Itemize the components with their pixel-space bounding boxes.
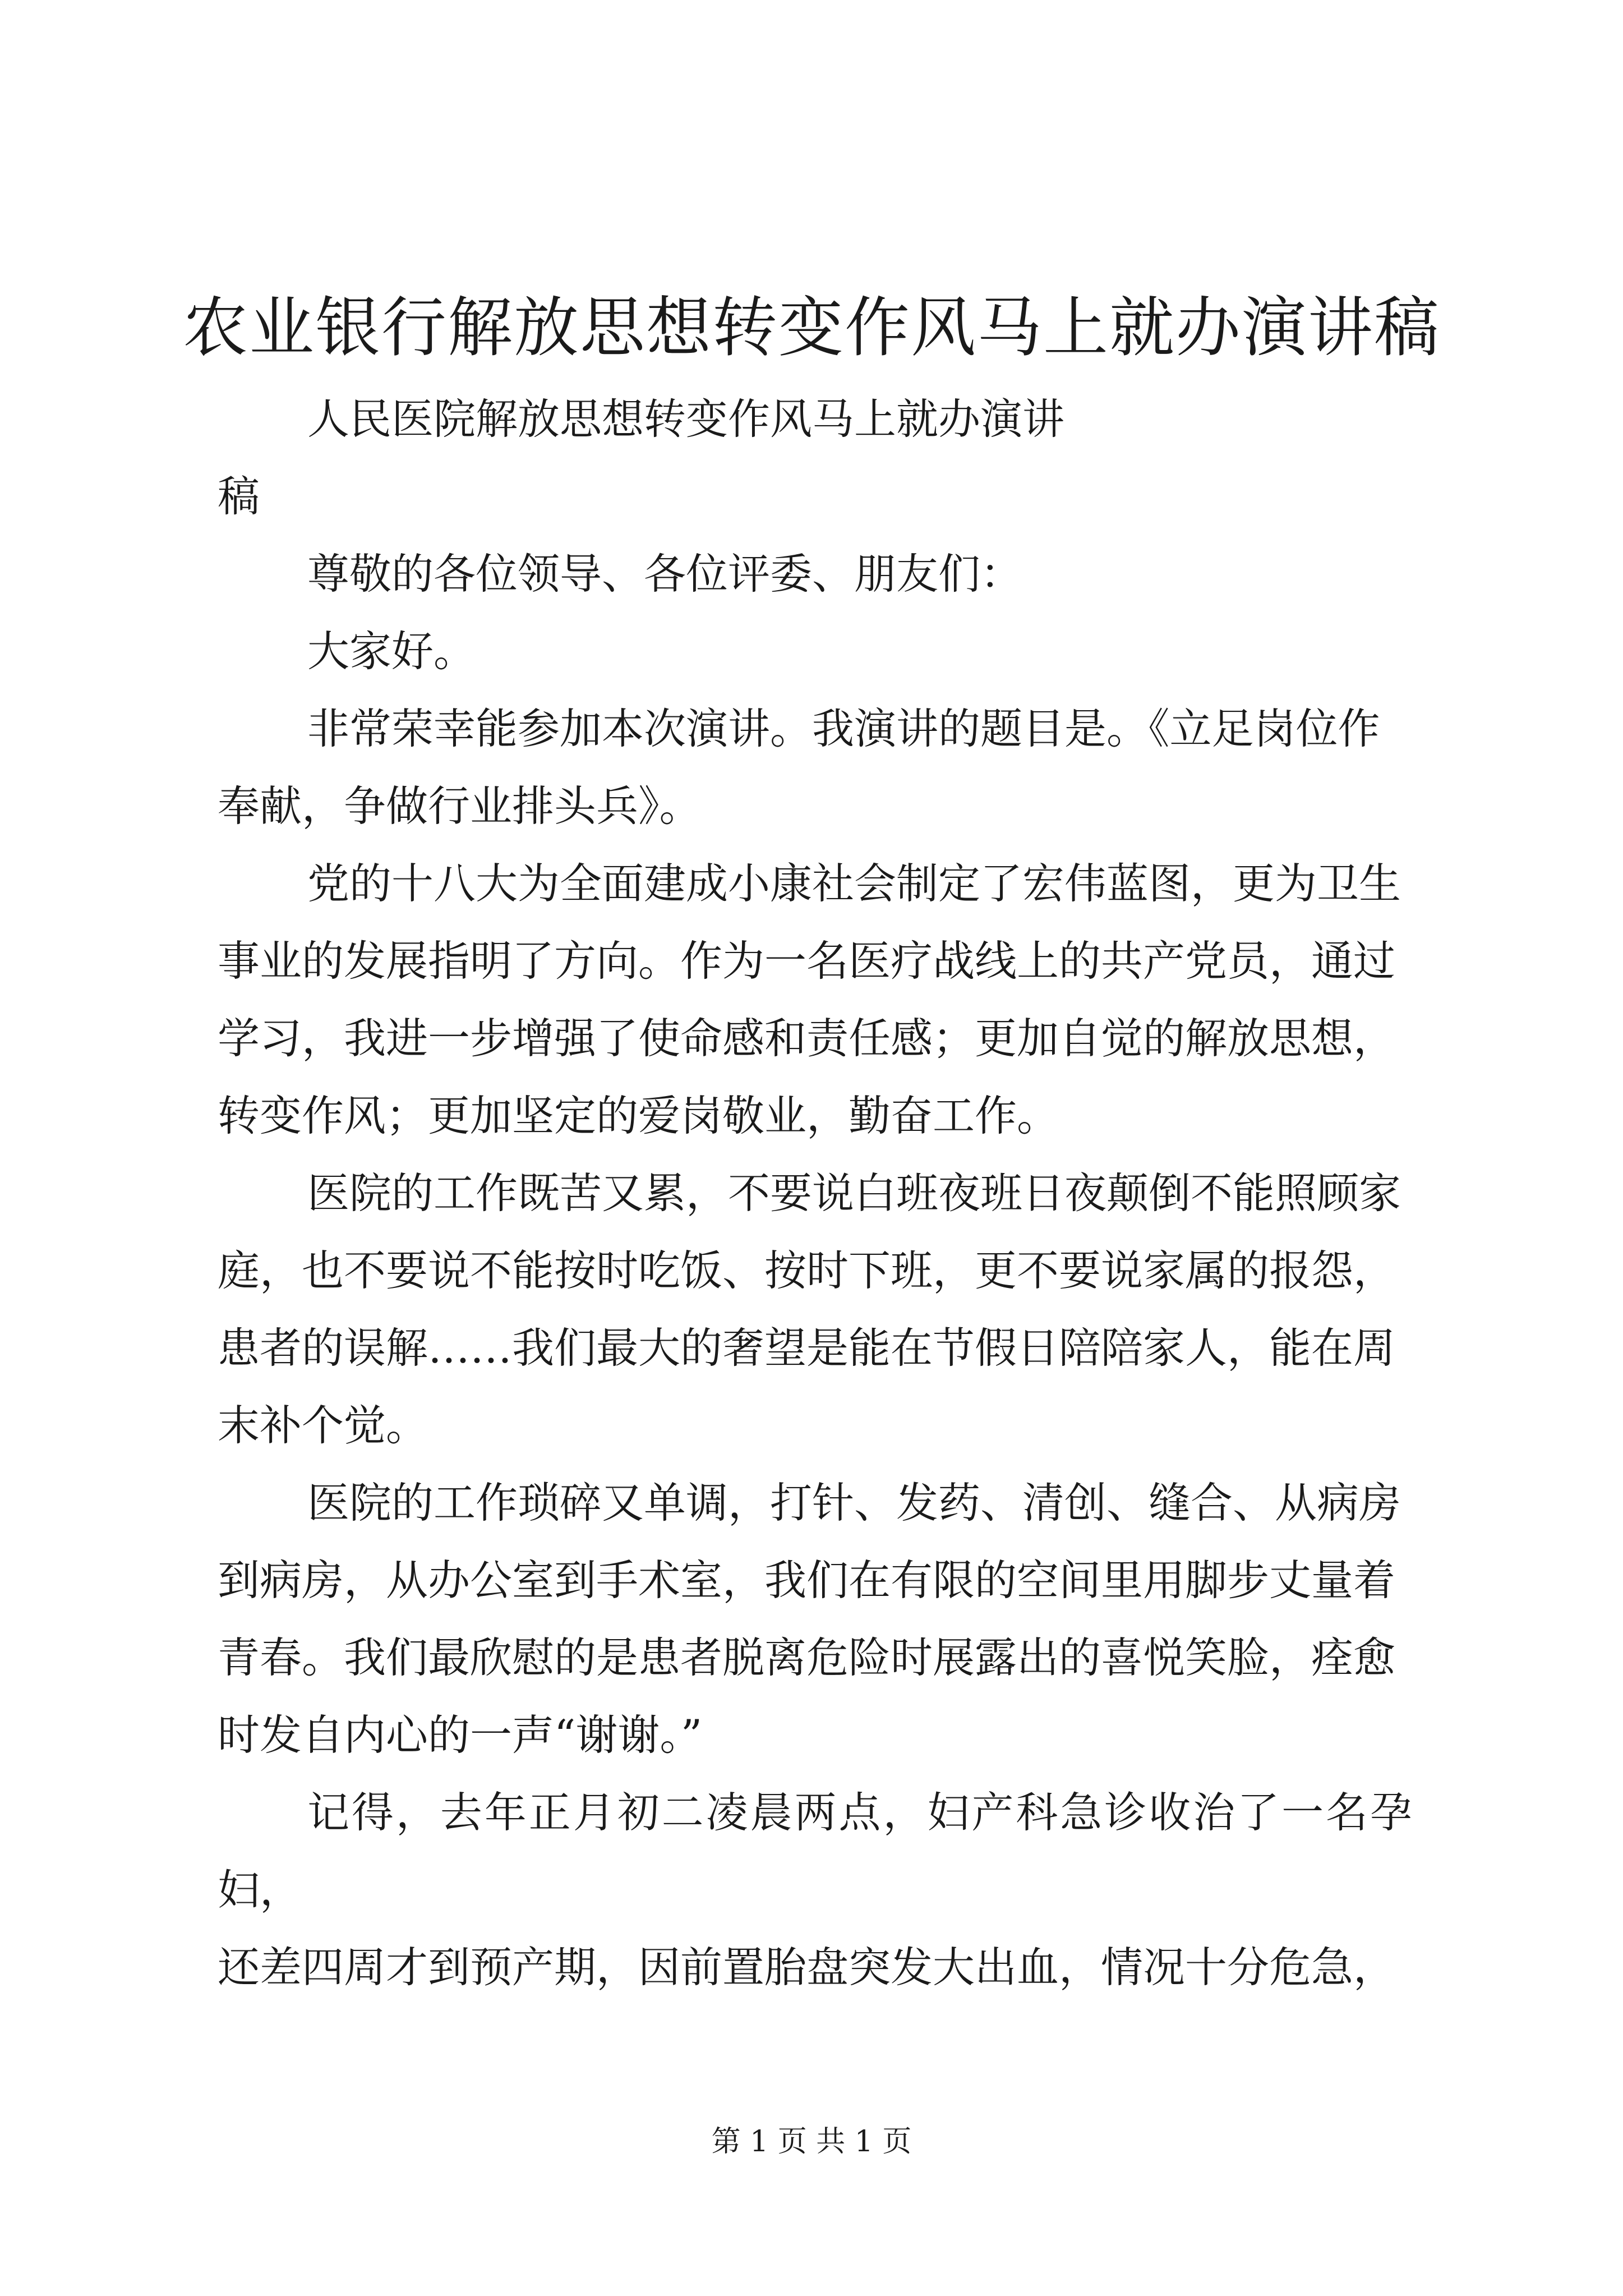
paragraph: 人民医院解放思想转变作风马上就办演讲 稿 (218, 394, 1065, 521)
paragraph: 非常荣幸能参加本次演讲。我演讲的题目是。《立足岗位作 奉献，争做行业排头兵》。 (218, 704, 1380, 831)
paragraph: 尊敬的各位领导、各位评委、朋友们： (307, 549, 1023, 599)
paragraph: 医院的工作琐碎又单调，打针、发药、清创、缝合、从病房 到病房，从办公室到手术室，我们在有限的空间里用脚步丈量着 青春。我们最欣慰的是患者脱离危险时展露出的喜悦笑脸，痊愈 时发自内心的一声“谢谢。” (218, 1478, 1401, 1760)
paragraph: 记得，去年正月初二凌晨两点，妇产科急诊收治了一名孕妇， 还差四周才到预产期，因前置胎盘突发大出血，情况十分危急， (218, 1788, 1412, 1992)
paragraph: 党的十八大为全面建成小康社会制定了宏伟蓝图，更为卫生 事业的发展指明了方向。作为一名医疗战线上的共产党员，通过 学习，我进一步增强了使命感和责任感；更加自觉的解放思想， 转变作风；更加坚定的爱岗敬业，勤奋工作。 (218, 859, 1401, 1140)
paragraph: 医院的工作既苦又累，不要说白班夜班日夜颠倒不能照顾家 庭，也不要说不能按时吃饭、按时下班，更不要说家属的报怨， 患者的误解……我们最大的奢望是能在节假日陪陪家人，能在周 末补个觉。 (218, 1168, 1401, 1450)
page-footer: 第 1 页 共 1 页 (711, 2125, 912, 2159)
paragraph: 大家好。 (307, 627, 476, 676)
document-title: 农业银行解放思想转变作风马上就办演讲稿 (183, 290, 1440, 366)
document-body (218, 380, 1412, 2006)
